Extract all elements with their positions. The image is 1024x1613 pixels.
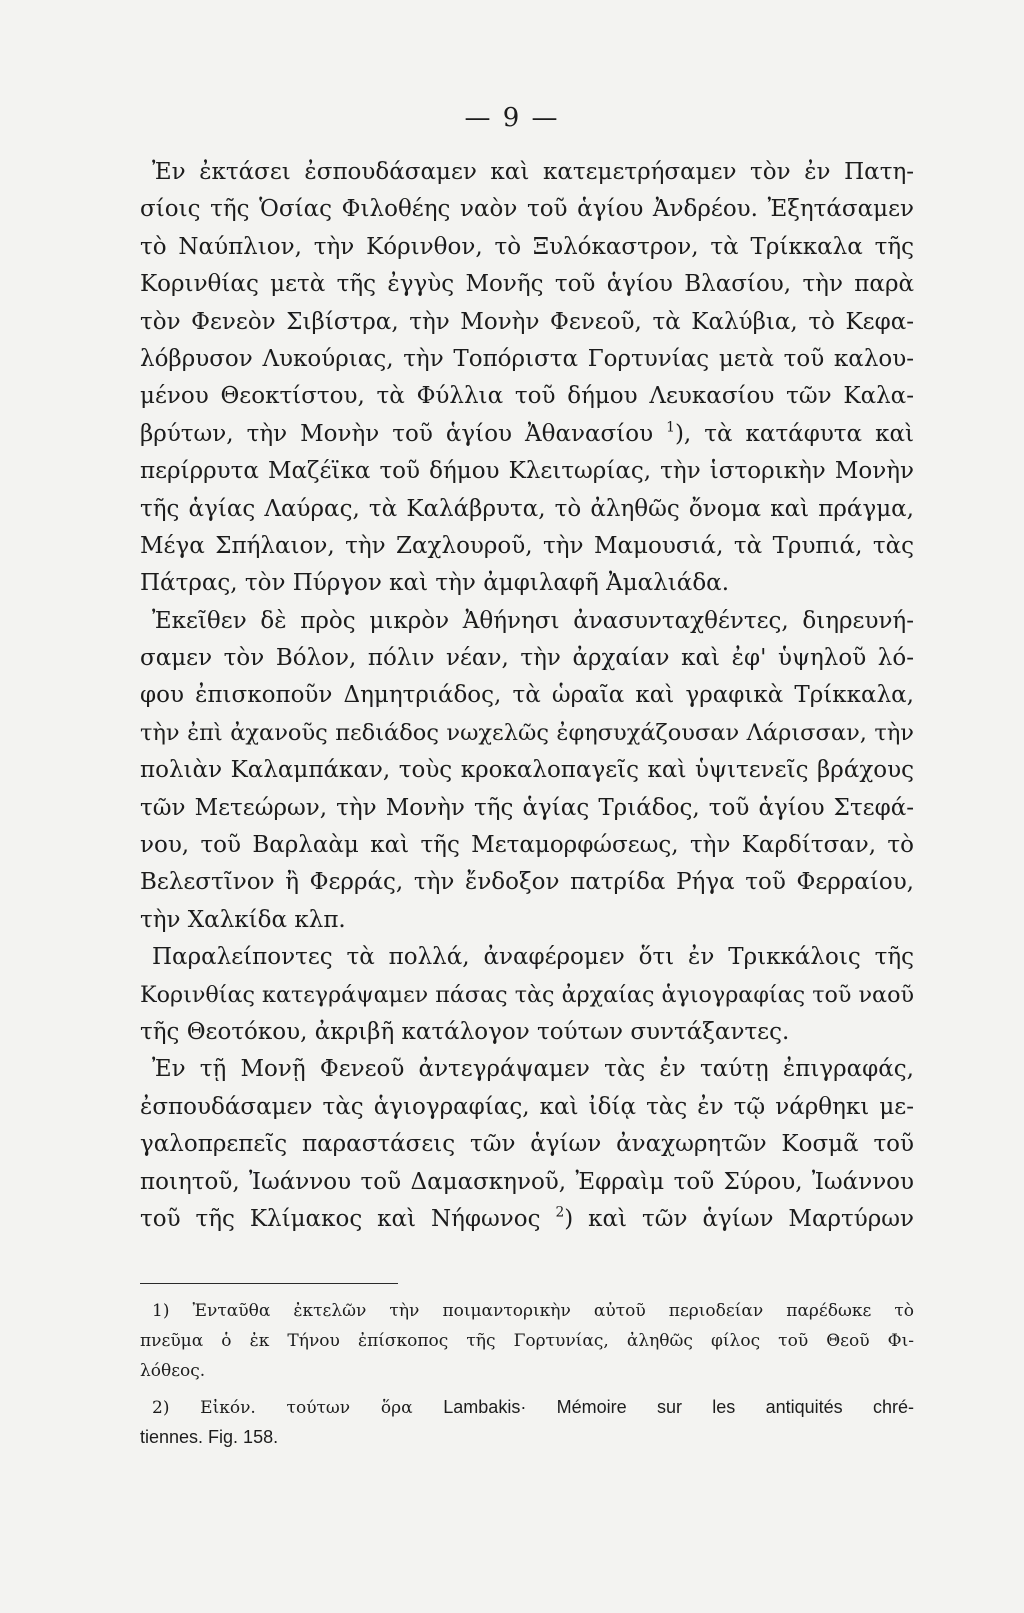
text-line: ἐσπουδάσαμεν τὰς ἁγιογραφίας, καὶ ἰδίᾳ τὰς ἐν τῷ νάρθηκι με- [140,1093,914,1120]
text-line: τὸ Ναύπλιον, τὴν Κόρινθον, τὸ Ξυλόκαστρον, τὰ Τρίκκαλα τῆς [140,233,914,260]
footnote-ref-1: 1 [666,419,675,436]
text-line-with-footnote [140,1201,914,1238]
footnote-line: λόθεος. [140,1361,206,1381]
text-line: περίρρυτα Μαζέϊκα τοῦ δήμου Κλειτωρίας, τὴν ἱστορικὴν Μονὴν [140,458,914,485]
page-number: — 9 — [464,103,560,133]
text-line: Μέγα Σπήλαιον, τὴν Ζαχλουροῦ, τὴν Μαμουσιά, τὰ Τρυπιά, τὰς [140,532,914,559]
main-text [140,154,914,1238]
text-line: Πάτρας, τὸν Πύργον καὶ τὴν ἀμφιλαφῆ Ἀμαλιάδα. [140,570,730,597]
text-line: πολιὰν Καλαμπάκαν, τοὺς κροκαλοπαγεῖς καὶ ὑψιτενεῖς βράχους [140,757,914,784]
footnote-ref-2: 2 [555,1204,565,1221]
text-line: μένου Θεοκτίστου, τὰ Φύλλια τοῦ δήμου Λευκασίου τῶν Καλα- [140,383,914,410]
text-line: Ἐν ἐκτάσει ἐσπουδάσαμεν καὶ κατεμετρήσαμεν τὸν ἐν Πατη- [152,159,914,185]
text-line: Κορινθίας κατεγράψαμεν πάσας τὰς ἀρχαίας ἁγιογραφίας τοῦ ναοῦ [140,981,914,1008]
text-segment: βρύτων, τὴν Μονὴν τοῦ ἁγίου Ἀθανασίου [140,420,654,447]
text-line: Παραλείποντες τὰ πολλά, ἀναφέρομεν ὅτι ἐν Τρικκάλοις τῆς [152,944,914,971]
text-line: τῶν Μετεώρων, τὴν Μονὴν τῆς ἁγίας Τριάδος, τοῦ ἁγίου Στεφά- [140,794,914,821]
text-line: Ἐκεῖθεν δὲ πρὸς μικρὸν Ἀθήνησι ἀνασυνταχθέντες, διηρευνή- [152,607,914,634]
text-line: γαλοπρεπεῖς παραστάσεις τῶν ἁγίων ἀναχωρητῶν Κοσμᾶ τοῦ [140,1131,914,1158]
footnote-line: tiennes. Fig. 158. [140,1427,279,1447]
text-line: σαμεν τὸν Βόλον, πόλιν νέαν, τὴν ἀρχαίαν καὶ ἐφ' ὑψηλοῦ λό- [140,645,914,672]
text-line: Βελεστῖνον ἢ Φερράς, τὴν ἔνδοξον πατρίδα Ρήγα τοῦ Φερραίου, [140,869,914,896]
text-line: σίοις τῆς Ὁσίας Φιλοθέης ναὸν τοῦ ἁγίου Ἀνδρέου. Ἐξητάσαμεν [140,196,914,223]
text-line-with-footnote [140,416,914,453]
text-line: Κορινθίας μετὰ τῆς ἐγγὺς Μονῆς τοῦ ἁγίου Βλασίου, τὴν παρὰ [140,271,914,298]
text-segment: ), τὰ κατάφυτα καὶ [674,420,915,447]
footnote-text: 2) Εἰκόν. τούτων ὅρα [152,1398,413,1418]
footnote-citation: Lambakis· Mémoire sur les antiquités chré- [443,1397,914,1417]
text-line: τὸν Φενεὸν Σιβίστρα, τὴν Μονὴν Φενεοῦ, τὰ Καλύβια, τὸ Κεφα- [140,308,914,335]
text-line: νου, τοῦ Βαρλαὰμ καὶ τῆς Μεταμορφώσεως, τὴν Καρδίτσαν, τὸ [140,832,914,859]
footnote-line [140,1392,914,1422]
text-line: Ἐν τῇ Μονῇ Φενεοῦ ἀντεγράψαμεν τὰς ἐν ταύτῃ ἐπιγραφάς, [152,1056,914,1083]
footnote-divider [140,1283,398,1284]
text-line: φου ἐπισκοποῦν Δημητριάδος, τὰ ὡραῖα καὶ γραφικὰ Τρίκκαλα, [140,682,914,709]
text-line: λόβρυσον Λυκούριας, τὴν Τοπόριστα Γορτυνίας μετὰ τοῦ καλου- [140,345,914,372]
text-segment: ) καὶ τῶν ἁγίων Μαρτύρων [564,1205,914,1232]
footnote-line: 1) Ἐνταῦθα ἐκτελῶν τὴν ποιμαντορικὴν αὐτοῦ περιοδείαν παρέδωκε τὸ [152,1301,914,1321]
footnotes [140,1296,914,1452]
text-line: τῆς ἁγίας Λαύρας, τὰ Καλάβρυτα, τὸ ἀληθῶς ὄνομα καὶ πράγμα, [140,495,914,522]
text-segment: τοῦ τῆς Κλίμακος καὶ Νήφωνος [140,1205,541,1232]
text-line: τὴν ἐπὶ ἀχανοῦς πεδιάδος νωχελῶς ἐφησυχάζουσαν Λάρισσαν, τὴν [140,719,914,746]
text-line: ποιητοῦ, Ἰωάννου τοῦ Δαμασκηνοῦ, Ἐφραὶμ τοῦ Σύρου, Ἰωάννου [140,1168,914,1195]
text-line: τῆς Θεοτόκου, ἀκριβῆ κατάλογον τούτων συντάξαντες. [140,1018,790,1045]
footnote-line: πνεῦμα ὁ ἐκ Τήνου ἐπίσκοπος τῆς Γορτυνίας, ἀληθῶς φίλος τοῦ Θεοῦ Φι- [140,1331,914,1351]
text-line: τὴν Χαλκίδα κλπ. [140,906,346,933]
